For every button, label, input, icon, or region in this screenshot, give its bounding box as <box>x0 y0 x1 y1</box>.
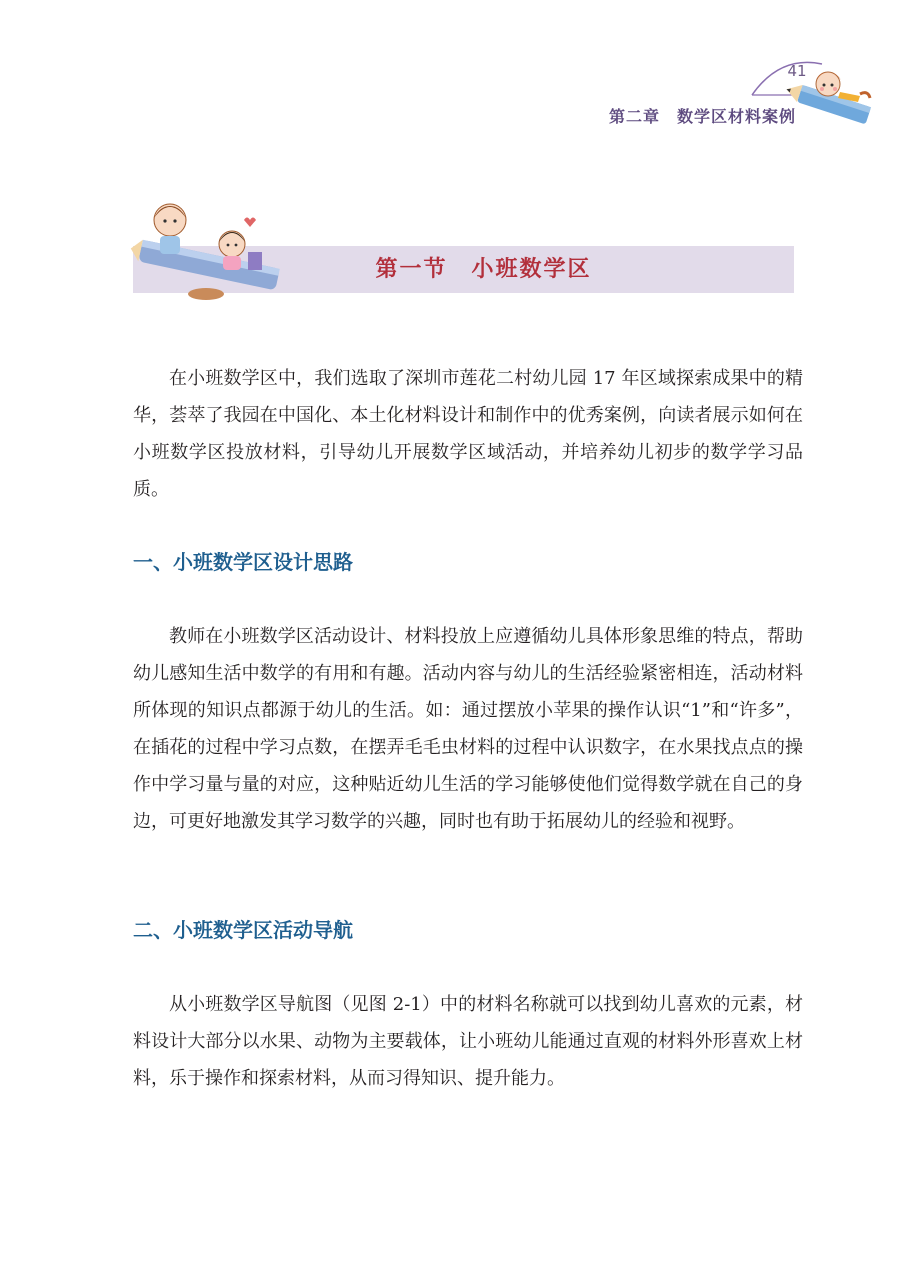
children-seesaw-icon <box>128 190 288 310</box>
chapter-title: 第二章 数学区材料案例 <box>608 107 796 126</box>
section-title: 第一节 小班数学区 <box>375 256 592 282</box>
heading-design-ideas: 一、小班数学区设计思路 <box>133 550 353 574</box>
heading-activity-navigation: 二、小班数学区活动导航 <box>133 918 353 942</box>
design-paragraph: 教师在小班数学区活动设计、材料投放上应遵循幼儿具体形象思维的特点，帮助幼儿感知生活中数学的有用和有趣。活动内容与幼儿的生活经验紧密相连，活动材料所体现的知识点都源于幼儿的生活。如：通过摆放小苹果的操作认识“1”和“许多”，在插花的过程中学习点数，在摆弄毛毛虫材料的过程中认识数字，在水果找点点的操作中学习量与量的对应，这种贴近幼儿生活的学习能够使他们觉得数学就在自己的身边，可更好地激发其学习数学的兴趣，同时也有助于拓展幼儿的经验和视野。 <box>133 626 803 832</box>
page-number: 41 <box>787 62 807 80</box>
intro-paragraph: 在小班数学区中，我们选取了深圳市莲花二村幼儿园 17 年区域探索成果中的精华，荟萃了我园在中国化、本土化材料设计和制作中的优秀案例，向读者展示如何在小班数学区投放材料，引导幼儿开展数学区域活动，并培养幼儿初步的数学学习品质。 <box>133 368 803 500</box>
navigation-paragraph: 从小班数学区导航图（见图 2-1）中的材料名称就可以找到幼儿喜欢的元素，材料设计大部分以水果、动物为主要载体，让小班幼儿能通过直观的材料外形喜欢上材料，乐于操作和探索材料，从而习得知识、提升能力。 <box>133 994 803 1089</box>
page-header <box>0 0 900 150</box>
